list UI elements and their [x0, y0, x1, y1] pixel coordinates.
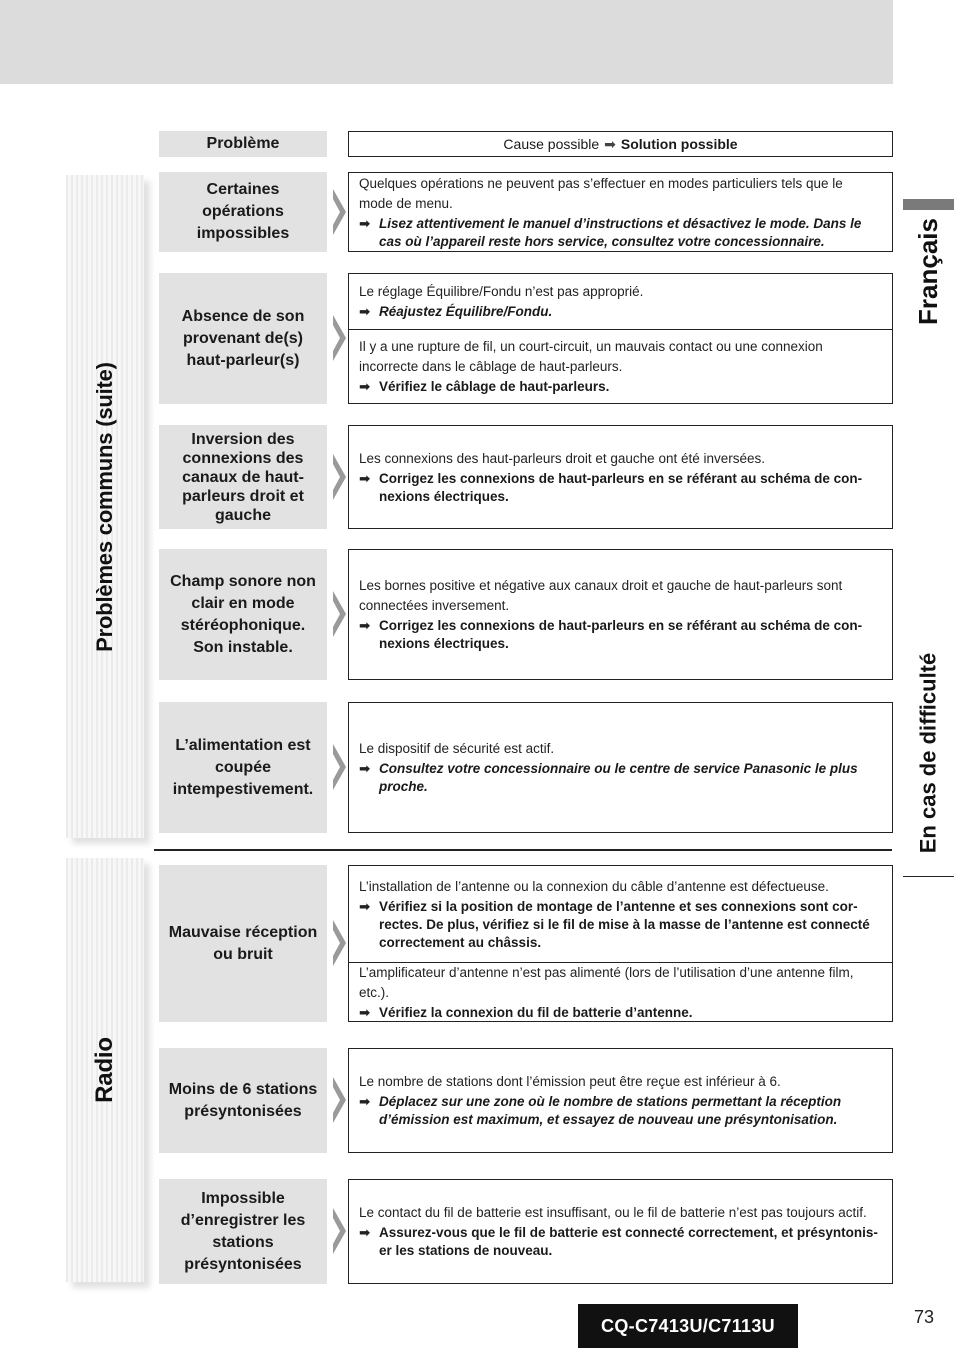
chevron-right-icon	[331, 1208, 347, 1254]
solution-text: ➡ Vérifiez si la position de montage de l’antenne et ses connexions sont cor-rectes. De plus, vérifiez si le fil de mise à la masse de l’antenne est connecté correctement au châssis.	[359, 898, 870, 950]
language-tab-bar	[903, 199, 954, 210]
problem-cell: Certaines opérations impossibles	[159, 172, 327, 252]
chevron-right-icon	[331, 920, 347, 966]
solution-text: ➡ Réajustez Équilibre/Fondu.	[359, 304, 553, 319]
page-number: 73	[913, 1307, 935, 1327]
problem-cell: Moins de 6 stations présyntonisées	[159, 1048, 327, 1153]
arrow-icon: ➡	[359, 470, 371, 486]
cause-box	[348, 172, 893, 252]
cause-text: Il y a une rupture de fil, un court-circuit, un mauvais contact ou une connexion incorrecte dans le câblage de haut-parleurs.	[359, 339, 823, 374]
arrow-icon: ➡	[359, 304, 371, 319]
cause-text: Le contact du fil de batterie est insuffisant, ou le fil de batterie n’est pas toujours actif.	[359, 1205, 867, 1220]
problem-cell: Mauvaise réception ou bruit	[159, 865, 327, 1022]
solution-text: ➡ Consultez votre concessionnaire ou le centre de service Panasonic le plus proche.	[359, 761, 858, 794]
cause-box	[348, 1048, 893, 1153]
cause-text: L’installation de l’antenne ou la connexion du câble d’antenne est défectueuse.	[359, 878, 829, 894]
cause-box	[348, 702, 893, 833]
section-divider	[154, 849, 892, 851]
solution-text: ➡ Vérifiez le câblage de haut-parleurs.	[359, 379, 610, 394]
solution-text: ➡ Assurez-vous que le fil de batterie est connecté correctement, et présyntonis-er les stations de nouveau.	[359, 1225, 878, 1258]
section-title-radio: Radio	[90, 1037, 118, 1103]
cause-text: Les bornes positive et négative aux canaux droit et gauche de haut-parleurs sont connectées inversement.	[359, 578, 843, 613]
chevron-right-icon	[331, 189, 347, 235]
header-problem: Problème	[159, 131, 327, 157]
cause-text: Les connexions des haut-parleurs droit et gauche ont été inversées.	[359, 450, 766, 466]
chevron-right-icon	[331, 1077, 347, 1123]
chapter-label: En cas de difficulté	[915, 652, 941, 853]
solution-text: ➡ Corrigez les connexions de haut-parleurs en se référant au schéma de con-nexions électriques.	[359, 470, 863, 504]
problem-cell: Absence de son provenant de(s) haut-parleur(s)	[159, 273, 327, 404]
arrow-icon: ➡	[359, 1094, 371, 1109]
cause-text: L’amplificateur d’antenne n’est pas alimenté (lors de l’utilisation d’une antenne film, etc.).	[359, 964, 854, 1000]
cause-box	[348, 425, 893, 529]
section-title-common: Problèmes communs (suite)	[92, 361, 118, 652]
cause-box	[348, 865, 893, 1022]
chevron-right-icon	[331, 315, 347, 361]
arrow-icon: ➡	[359, 761, 371, 776]
header-cause: Cause possible	[503, 136, 600, 152]
language-label: Français	[913, 217, 944, 325]
cause-box	[348, 549, 893, 680]
arrow-icon: ➡	[604, 135, 616, 152]
arrow-icon: ➡	[359, 379, 371, 394]
header-cause-solution	[348, 131, 893, 157]
cause-text: Quelques opérations ne peuvent pas s’effectuer en modes particuliers tels que le mode de menu.	[359, 175, 843, 211]
cause-box	[348, 273, 893, 404]
section-sidebar-radio	[66, 858, 144, 1282]
right-divider	[903, 876, 954, 877]
arrow-icon: ➡	[359, 215, 371, 231]
solution-text: ➡ Vérifiez la connexion du fil de batterie d’antenne.	[359, 1004, 693, 1020]
cause-text: Le nombre de stations dont l’émission peut être reçue est inférieur à 6.	[359, 1074, 781, 1089]
chevron-right-icon	[331, 454, 347, 500]
top-band	[0, 0, 893, 84]
problem-cell: Impossible d’enregistrer les stations présyntonisées	[159, 1179, 327, 1284]
cause-text: Le dispositif de sécurité est actif.	[359, 741, 555, 756]
arrow-icon: ➡	[359, 1225, 371, 1240]
solution-text: ➡ Corrigez les connexions de haut-parleurs en se référant au schéma de con-nexions électriques.	[359, 618, 863, 651]
cause-text: Le réglage Équilibre/Fondu n’est pas approprié.	[359, 284, 644, 299]
problem-cell: Inversion des connexions des canaux de haut-parleurs droit et gauche	[159, 425, 327, 529]
arrow-icon: ➡	[359, 1004, 371, 1020]
problem-cell: L’alimentation est coupée intempestivement.	[159, 702, 327, 833]
chevron-right-icon	[331, 591, 347, 637]
arrow-icon: ➡	[359, 898, 371, 914]
chevron-right-icon	[331, 744, 347, 790]
solution-text: ➡ Lisez attentivement le manuel d’instructions et désactivez le mode. Dans le cas où l’appareil reste hors service, consultez votre concessionnaire.	[359, 215, 862, 249]
section-sidebar-common	[66, 175, 144, 838]
cause-box	[348, 1179, 893, 1284]
header-solution: Solution possible	[620, 136, 738, 152]
arrow-icon: ➡	[359, 618, 371, 633]
solution-text: ➡ Déplacez sur une zone où le nombre de stations permettant la réception d’émission est maximum, et essayez de nouveau une présyntonisation.	[359, 1094, 842, 1127]
problem-cell: Champ sonore non clair en mode stéréophonique. Son instable.	[159, 549, 327, 680]
model-number: CQ-C7413U/C7113U	[578, 1304, 798, 1348]
